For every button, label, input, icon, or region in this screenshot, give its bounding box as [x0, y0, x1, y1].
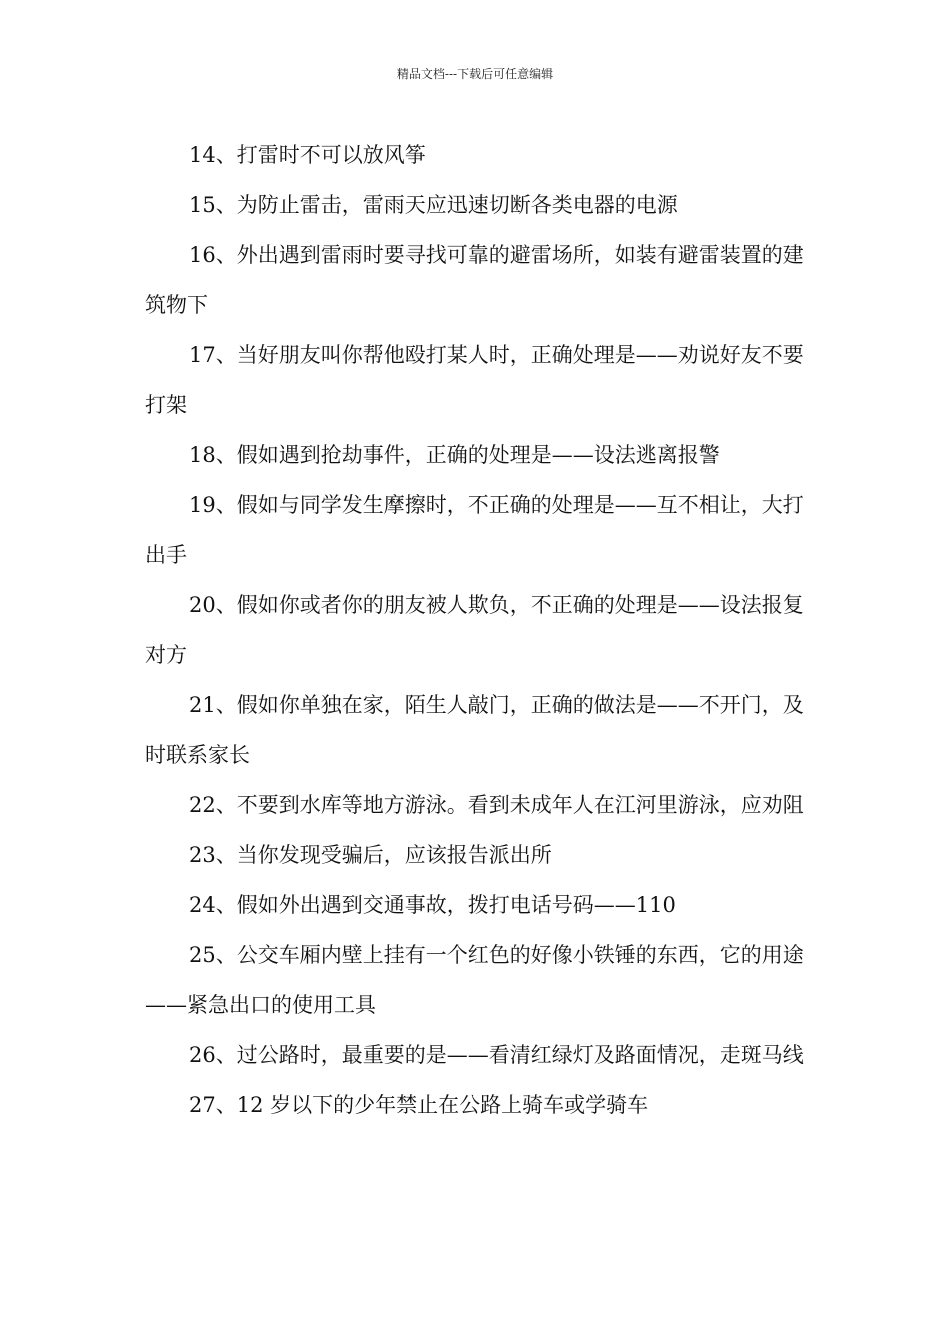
paragraph-14	[145, 130, 813, 180]
paragraph-20	[145, 580, 813, 680]
paragraph-text: 16、外出遇到雷雨时要寻找可靠的避雷场所，如装有避雷装置	[189, 243, 762, 267]
document-body	[145, 130, 813, 1130]
paragraph-22	[145, 780, 813, 830]
paragraph-26	[145, 1030, 813, 1080]
paragraph-25	[145, 930, 813, 1030]
paragraph-19	[145, 480, 813, 580]
paragraph-21	[145, 680, 813, 780]
paragraph-continuation: 劝阻	[761, 793, 804, 817]
paragraph-16	[145, 230, 813, 330]
paragraph-text: 21、假如你单独在家，陌生人敲门，正确的做法是——不开门，	[189, 693, 783, 717]
page-header: 精品文档---下载后可任意编辑	[396, 67, 554, 81]
paragraph-continuation: 用途——紧急出口的使用工具	[145, 943, 804, 1017]
paragraph-continuation: 不要打架	[145, 343, 804, 417]
paragraph-text: 22、不要到水库等地方游泳。看到未成年人在江河里游泳，应	[189, 793, 762, 817]
paragraph-continuation: 的建筑物下	[145, 243, 804, 317]
paragraph-text: 27、12 岁以下的少年禁止在公路上骑车或学骑车	[189, 1093, 649, 1117]
paragraph-17	[145, 330, 813, 430]
paragraph-text: 15、为防止雷击，雷雨天应迅速切断各类电器的电源	[189, 193, 678, 217]
paragraph-23	[145, 830, 813, 880]
paragraph-text: 18、假如遇到抢劫事件，正确的处理是——设法逃离报警	[189, 443, 720, 467]
paragraph-text: 14、打雷时不可以放风筝	[189, 143, 426, 167]
paragraph-24	[145, 880, 813, 930]
paragraph-continuation: 马线	[761, 1043, 804, 1067]
paragraph-text: 23、当你发现受骗后，应该报告派出所	[189, 843, 552, 867]
paragraph-continuation: 报复对方	[145, 593, 804, 667]
paragraph-27	[145, 1080, 813, 1130]
paragraph-text: 24、假如外出遇到交通事故，拨打电话号码——110	[189, 893, 676, 917]
paragraph-continuation: 大打出手	[145, 493, 804, 567]
paragraph-15	[145, 180, 813, 230]
paragraph-18	[145, 430, 813, 480]
paragraph-text: 19、假如与同学发生摩擦时，不正确的处理是——互不相让，	[189, 493, 762, 517]
paragraph-text: 17、当好朋友叫你帮他殴打某人时，正确处理是——劝说好友	[189, 343, 762, 367]
paragraph-continuation: 及时联系家长	[145, 693, 804, 767]
paragraph-text: 20、假如你或者你的朋友被人欺负，不正确的处理是——设法	[189, 593, 762, 617]
paragraph-text: 25、公交车厢内壁上挂有一个红色的好像小铁锤的东西，它的	[189, 943, 762, 967]
paragraph-text: 26、过公路时，最重要的是——看清红绿灯及路面情况，走斑	[189, 1043, 762, 1067]
